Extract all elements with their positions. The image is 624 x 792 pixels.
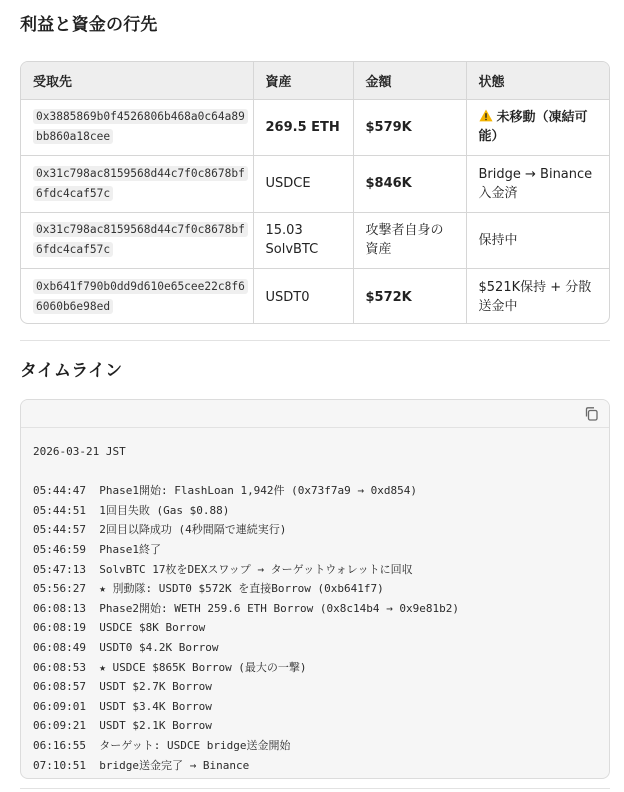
table-row: [21, 212, 610, 269]
timeline-entry: [33, 680, 212, 693]
status-cell: $521K保持 + 分散送金中: [478, 280, 592, 314]
asset-cell: USDT0: [253, 269, 353, 325]
timeline-text: SolvBTC 17枚をDEXスワップ → ターゲットウォレットに回収: [99, 562, 413, 576]
column-header-amount: 金額: [353, 62, 466, 99]
copy-icon[interactable]: [583, 405, 601, 423]
timeline-entry: [33, 582, 384, 595]
amount-cell: $579K: [353, 99, 466, 156]
recipient-address: 0xb641f790b0dd9d610e65cee22c8f66060b6e98ed: [33, 279, 248, 314]
timeline-entry: [33, 543, 161, 556]
timeline-text: Phase1開始: FlashLoan 1,942件 (0x73f7a9 → 0xd854): [99, 484, 418, 498]
timeline-date: 2026-03-21 JST: [33, 445, 126, 458]
column-header-recipient: 受取先: [21, 62, 253, 99]
timeline-text: Phase2開始: WETH 259.6 ETH Borrow (0x8c14b4 → 0x9e81b2): [99, 601, 459, 615]
timeline-text: bridge送金完了 → Binance: [99, 758, 250, 772]
amount-cell: 攻撃者自身の資産: [353, 212, 466, 269]
table-row: [21, 156, 610, 213]
timeline-time: 06:09:21: [33, 719, 86, 733]
timeline-events: [33, 484, 459, 771]
recipient-address: 0x3885869b0f4526806b468a0c64a89bb860a18cee: [33, 109, 248, 144]
timeline-time: 06:08:13: [33, 601, 86, 615]
timeline-entry: [33, 661, 307, 674]
timeline-entry: [33, 621, 205, 634]
timeline-entry: [33, 523, 286, 536]
table-header-row: [21, 62, 610, 99]
timeline-entry: [33, 739, 291, 752]
timeline-time: 06:08:53: [33, 660, 86, 674]
timeline-time: 05:44:47: [33, 484, 86, 498]
timeline-text: USDT $2.1K Borrow: [99, 719, 212, 733]
timeline-time: 05:46:59: [33, 542, 86, 556]
status-text: 未移動（凍結可能）: [478, 110, 588, 145]
timeline-text: USDT0 $4.2K Borrow: [99, 640, 219, 654]
timeline-entry: [33, 563, 413, 576]
timeline-entry: [33, 602, 459, 615]
timeline-time: 06:16:55: [33, 738, 86, 752]
column-header-asset: 資産: [253, 62, 353, 99]
timeline-text: ★ 別動隊: USDT0 $572K を直接Borrow (0xb641f7): [99, 582, 384, 596]
section-divider: [20, 788, 610, 789]
timeline-entry: [33, 759, 249, 772]
fund-flow-table: [20, 61, 610, 324]
timeline-entry: [33, 484, 417, 497]
status-cell: 保持中: [466, 212, 610, 269]
timeline-entry: [33, 641, 218, 654]
timeline-entry: [33, 719, 212, 732]
timeline-text: ★ USDCE $865K Borrow (最大の一撃): [99, 660, 307, 674]
timeline-time: 05:47:13: [33, 562, 86, 576]
timeline-text: 2回目以降成功 (4秒間隔で連続実行): [99, 523, 287, 537]
timeline-entry: [33, 700, 212, 713]
recipient-address: 0x31c798ac8159568d44c7f0c8678bf6fdc4caf57c: [33, 166, 248, 201]
amount-cell: $572K: [353, 269, 466, 325]
asset-cell: 15.03 SolvBTC: [253, 212, 353, 269]
section-divider: [20, 340, 610, 341]
timeline-text: USDT $3.4K Borrow: [99, 699, 212, 713]
recipient-address: 0x31c798ac8159568d44c7f0c8678bf6fdc4caf57c: [33, 222, 248, 257]
timeline-time: 05:44:51: [33, 503, 86, 517]
asset-cell: USDCE: [253, 156, 353, 213]
table-row: [21, 99, 610, 156]
timeline-text: ターゲット: USDCE bridge送金開始: [99, 738, 291, 752]
timeline-code-block: [20, 399, 610, 779]
section-title-fund-flow: 利益と資金の行先: [20, 15, 158, 35]
timeline-time: 07:10:51: [33, 758, 86, 772]
timeline-time: 06:08:19: [33, 621, 86, 635]
timeline-time: 06:08:49: [33, 640, 86, 654]
timeline-entry: [33, 504, 229, 517]
status-cell: [466, 99, 610, 156]
section-title-timeline: タイムライン: [20, 361, 123, 381]
warning-icon: [479, 109, 493, 122]
timeline-time: 05:56:27: [33, 582, 86, 596]
code-block-header: [21, 400, 609, 428]
timeline-text: USDCE $8K Borrow: [99, 621, 206, 635]
timeline-time: 06:08:57: [33, 680, 86, 694]
timeline-log: [21, 428, 609, 775]
table-row: [21, 269, 610, 325]
asset-cell: 269.5 ETH: [253, 99, 353, 156]
timeline-text: 1回目失敗 (Gas $0.88): [99, 503, 230, 517]
timeline-time: 05:44:57: [33, 523, 86, 537]
status-cell: Bridge → Binance入金済: [466, 156, 610, 213]
timeline-time: 06:09:01: [33, 699, 86, 713]
column-header-status: 状態: [466, 62, 610, 99]
amount-cell: $846K: [353, 156, 466, 213]
timeline-text: Phase1終了: [99, 542, 161, 556]
timeline-text: USDT $2.7K Borrow: [99, 680, 212, 694]
